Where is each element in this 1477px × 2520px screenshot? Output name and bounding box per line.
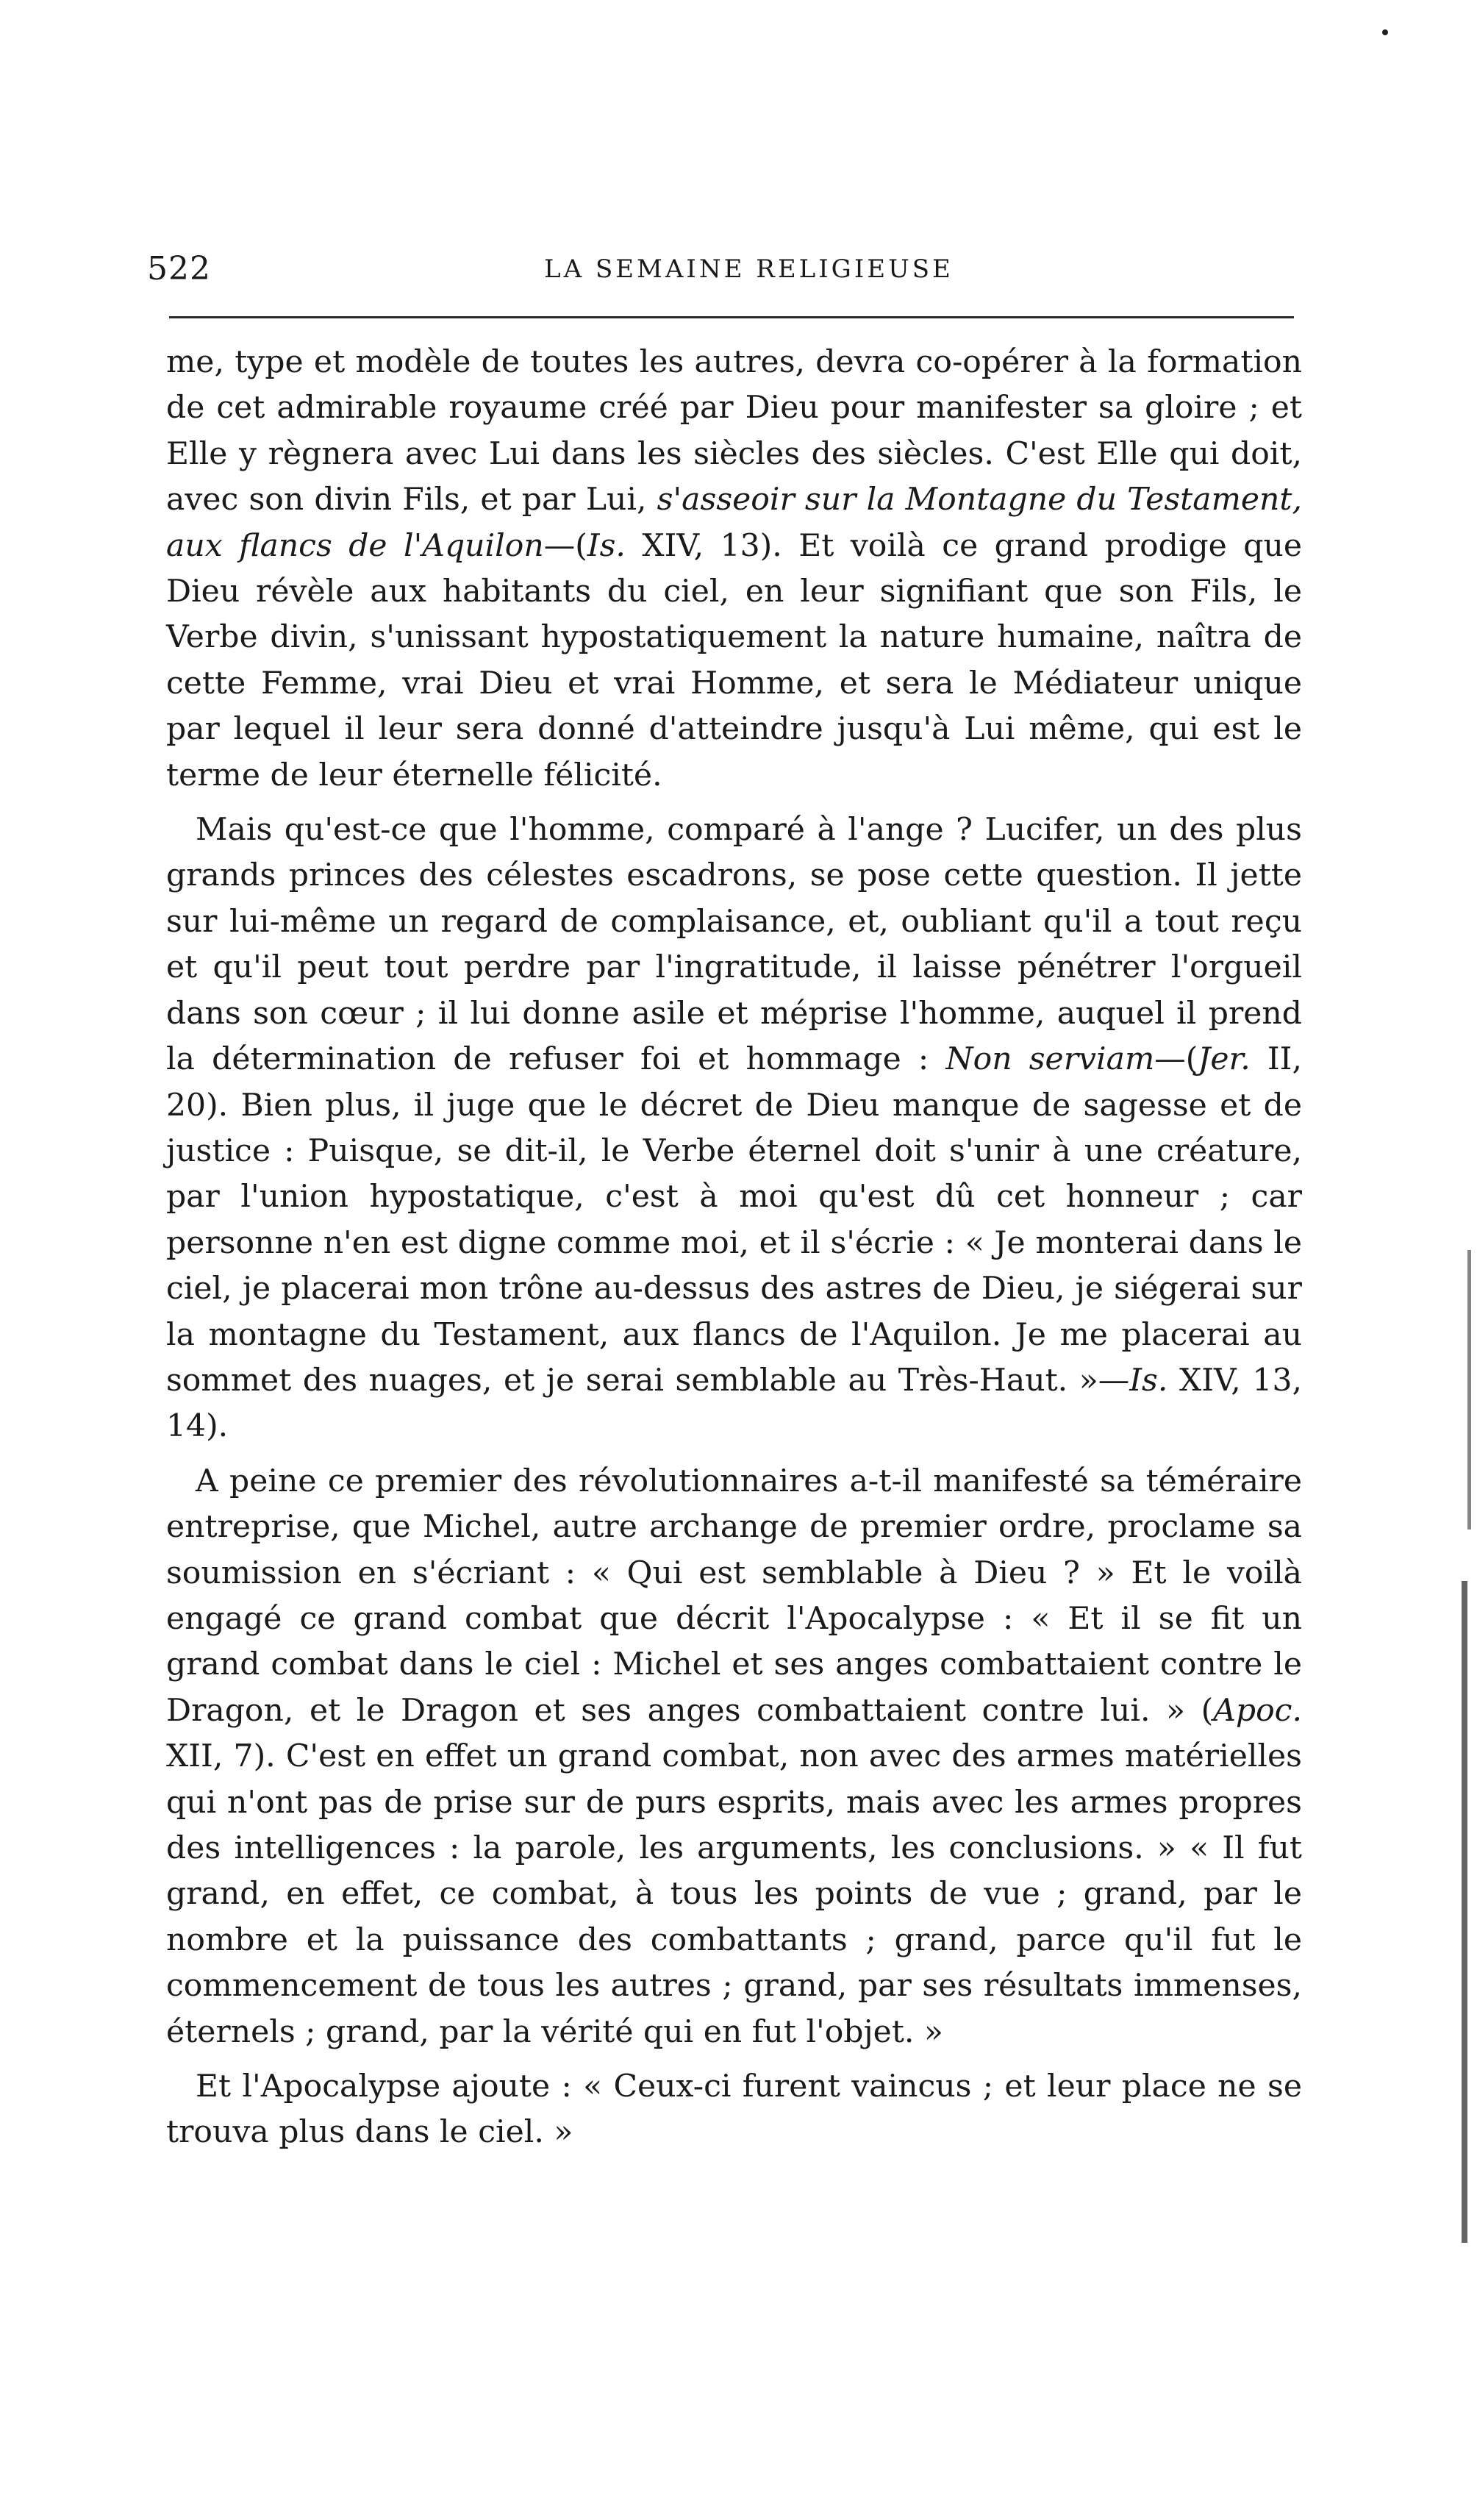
italic-run: Is. [587,527,626,564]
scan-margin-speck [1462,1581,1467,2243]
page-header [147,250,1294,294]
body-text [166,340,1302,2165]
italic-run: Is. [1129,1362,1168,1399]
paragraph [166,2064,1302,2156]
text-run: Et l'Apocalypse ajoute : « Ceux-ci furent vaincus ; et leur place ne se trouva plus dans le ciel. » [166,2069,1302,2151]
text-run: Mais qu'est-ce que l'homme, comparé à l'ange ? Lucifer, un des plus grands princes des célestes escadrons, se pose cette question. Il jette sur lui-même un regard de complaisance, et, oubliant qu'il a tout reçu et qu'il peut tout perdre par l'ingratitude, il laisse pénétrer l'orgueil dans son cœur ; il lui donne asile et méprise l'homme, auquel il prend la détermination de refuser foi et hommage : [166,812,1302,1078]
text-run: XIV, 13, 14). [166,1362,1302,1445]
text-run: me, type et modèle de toutes les autres, devra co-opérer à la formation de cet admirable royaume créé par Dieu pour manifester sa gloire ; et Elle y règnera avec Lui dans les siècles des siècles. C'est Elle qui doit, avec son divin Fils, et par Lui, [166,344,1302,518]
paragraph [166,1459,1302,2055]
italic-run: Jer. [1198,1041,1251,1078]
text-run: XIV, 13). Et voilà ce grand prodige que Dieu révèle aux habitants du ciel, en leur signifiant que son Fils, le Verbe divin, s'unissant hypostatiquement la nature humaine, naîtra de cette Femme, vrai Dieu et vrai Homme, et sera le Médiateur unique par lequel il leur sera donné d'atteindre jusqu'à Lui même, qui est le terme de leur éternelle félicité. [166,527,1302,793]
italic-run: Apoc. [1213,1692,1302,1729]
text-run: —( [1154,1041,1198,1078]
paragraph [166,807,1302,1450]
scan-margin-speck [1382,29,1388,35]
text-run: XII, 7). C'est en effet un grand combat, non avec des armes matérielles qui n'ont pas de prise sur de purs esprits, mais avec les armes propres des intelligences : la parole, les arguments, les conclusions. » « Il fut grand, en effet, ce combat, à tous les points de vue ; grand, par le nombre et la puissance des combattants ; grand, parce qu'il fut le commencement de tous les autres ; grand, par ses résultats immenses, éternels ; grand, par la vérité qui en fut l'objet. » [166,1738,1302,2050]
text-run: II, 20). Bien plus, il juge que le décret de Dieu manque de sagesse et de justice : Puisque, se dit-il, le Verbe éternel doit s'unir à une créature, par l'union hypostatique, c'est à moi qu'est dû cet honneur ; car personne n'en est digne comme moi, et il s'écrie : « Je monterai dans le ciel, je placerai mon trône au-dessus des astres de Dieu, je siégerai sur la montagne du Testament, aux flancs de l'Aquilon. Je me placerai au sommet des nuages, et je serai semblable au Très-Haut. »— [166,1041,1302,1399]
text-run: —( [543,527,587,564]
header-rule [169,316,1294,318]
italic-run: s'asseoir sur la Montagne du Testament, aux flancs de l'Aquilon [166,482,1302,564]
scan-margin-speck [1467,1250,1471,1530]
paragraph [166,340,1302,799]
italic-run: Non serviam [945,1041,1155,1078]
page-number: 522 [147,250,211,288]
text-run: A peine ce premier des révolutionnaires a-t-il manifesté sa téméraire entreprise, que Michel, autre archange de premier ordre, proclame sa soumission en s'écriant : « Qui est semblable à Dieu ? » Et le voilà engagé ce grand combat que décrit l'Apocalypse : « Et il se fit un grand combat dans le ciel : Michel et ses anges combattaient contre le Dragon, et le Dragon et ses anges combattaient contre lui. » ( [166,1463,1302,1729]
running-title: LA SEMAINE RELIGIEUSE [544,254,954,284]
